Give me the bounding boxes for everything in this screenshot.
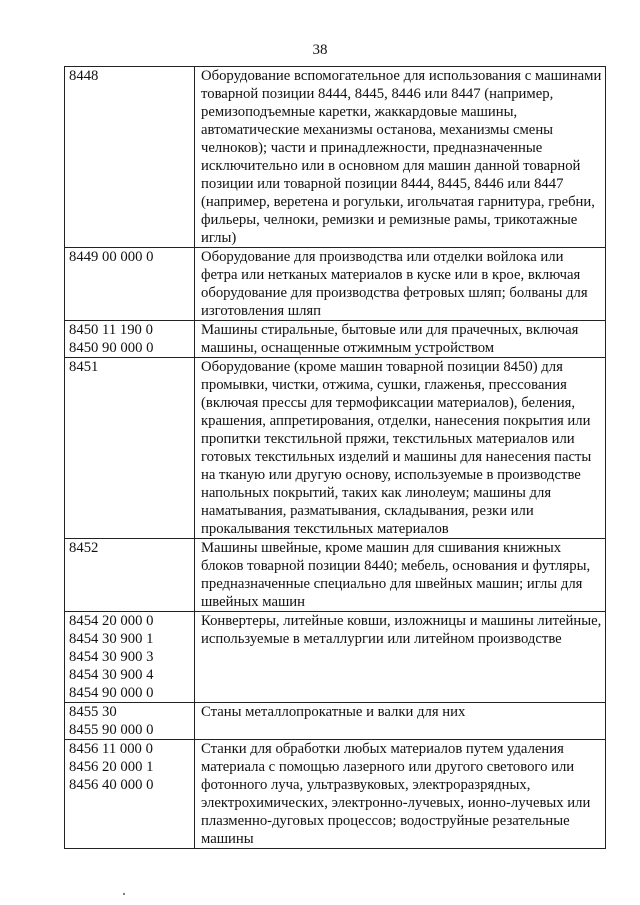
commodity-code: 8448: [69, 68, 99, 84]
table-row: [65, 321, 606, 358]
description-cell: [195, 612, 606, 703]
commodity-code: 8456 11 000 0: [69, 741, 153, 757]
page-number: 38: [312, 42, 328, 58]
commodity-code: 8450 11 190 0: [69, 322, 153, 338]
description-cell: [195, 248, 606, 321]
commodity-code: 8454 30 900 1: [69, 631, 154, 647]
commodity-code: 8454 30 900 4: [69, 667, 154, 683]
commodity-description: Машины стиральные, бытовые или для прачечных, включая машины, оснащенные отжимным устройством: [201, 322, 579, 356]
commodity-code: 8454 20 000 0: [69, 613, 154, 629]
table-row: [65, 67, 606, 248]
commodity-code: 8456 40 000 0: [69, 777, 154, 793]
description-cell: [195, 358, 606, 539]
commodity-description: Оборудование вспомогательное для использования с машинами товарной позиции 8444, 8445, 8446 или 8447 (например, ремизоподъемные каретки, жаккардовые машины, автоматические механизмы останова, механизмы смены челноков); части и принадлежности, предназначенные исключительно или в основном для машин данной товарной позиции или товарной позиции 8444, 8445, 8446 или 8447 (например, веретена и рогульки, игольчатая гарнитура, гребни, фильеры, челноки, ремизки и ремизные рамы, трикотажные иглы): [201, 68, 602, 246]
table-row: [65, 612, 606, 703]
description-cell: [195, 740, 606, 849]
code-cell: [65, 539, 195, 612]
table-row: [65, 703, 606, 740]
commodity-description: Станы металлопрокатные и валки для них: [201, 704, 466, 720]
table-row: [65, 358, 606, 539]
commodity-description: Станки для обработки любых материалов путем удаления материала с помощью лазерного или другого светового или фотонного луча, ультразвуковых, электроразрядных, электрохимических, электронно-лучевых, ионно-лучевых или плазменно-дуговых процессов; водоструйные резательные машины: [201, 741, 591, 847]
commodity-code: 8451: [69, 359, 99, 375]
code-cell: [65, 740, 195, 849]
table-row: [65, 539, 606, 612]
code-cell: [65, 358, 195, 539]
commodity-code: 8452: [69, 540, 99, 556]
scan-speck: [123, 893, 125, 895]
commodity-code: 8449 00 000 0: [69, 249, 154, 265]
description-cell: [195, 67, 606, 248]
commodity-description: Оборудование для производства или отделки войлока или фетра или нетканых материалов в куске или в крое, включая оборудование для производства фетровых шляп; болваны для изготовления шляп: [201, 249, 588, 319]
commodity-code: 8455 90 000 0: [69, 722, 154, 738]
table-row: [65, 740, 606, 849]
code-cell: [65, 612, 195, 703]
commodity-code: 8450 90 000 0: [69, 340, 154, 356]
commodity-code: 8455 30: [69, 704, 117, 720]
code-cell: [65, 321, 195, 358]
commodity-code: 8454 30 900 3: [69, 649, 154, 665]
description-cell: [195, 539, 606, 612]
code-cell: [65, 67, 195, 248]
table-row: [65, 248, 606, 321]
commodity-code-table: [64, 66, 606, 849]
description-cell: [195, 703, 606, 740]
code-cell: [65, 703, 195, 740]
description-cell: [195, 321, 606, 358]
commodity-description: Конвертеры, литейные ковши, изложницы и машины литейные, используемые в металлургии или литейном производстве: [201, 613, 602, 647]
commodity-code: 8454 90 000 0: [69, 685, 154, 701]
commodity-code: 8456 20 000 1: [69, 759, 154, 775]
code-cell: [65, 248, 195, 321]
commodity-description: Машины швейные, кроме машин для сшивания книжных блоков товарной позиции 8440; мебель, основания и футляры, предназначенные специально для швейных машин; иглы для швейных машин: [201, 540, 591, 610]
commodity-description: Оборудование (кроме машин товарной позиции 8450) для промывки, чистки, отжима, сушки, глаженья, прессования (включая прессы для термофиксации материалов), беления, крашения, аппретирования, отделки, нанесения покрытия или пропитки текстильной пряжи, текстильных материалов или готовых текстильных изделий и машины для нанесения пасты на тканую или другую основу, используемые в производстве напольных покрытий, таких как линолеум; машины для наматывания, разматывания, складывания, резки или прокалывания текстильных материалов: [201, 359, 592, 537]
